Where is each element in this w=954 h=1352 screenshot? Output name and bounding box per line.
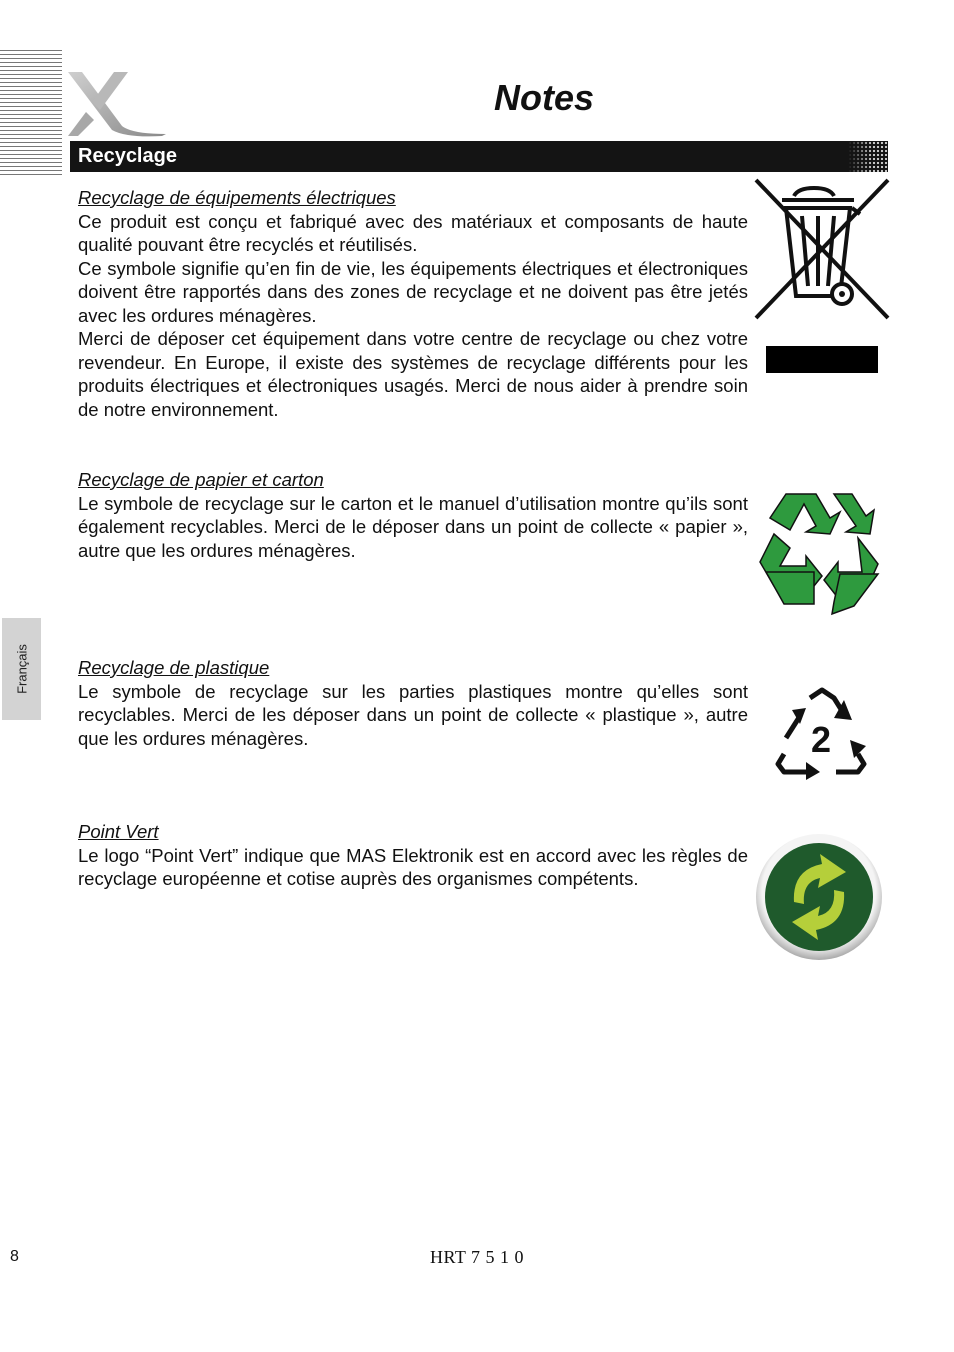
section-paragraph: Le logo “Point Vert” indique que MAS Elektronik est en accord avec les règles de recyclage européenne et cotise auprès des organismes compétents. <box>78 844 748 889</box>
section-heading: Recyclage de équipements électriques <box>78 187 396 208</box>
section-electrical <box>78 186 748 421</box>
section-point-vert <box>78 820 748 891</box>
bar-dot-pattern <box>848 141 888 172</box>
section-paragraph: Le symbole de recyclage sur le carton et le manuel d’utilisation montre qu’ils sont également recyclables. Merci de le déposer dans un point de collecte « papier », autre que les ordures ménagères. <box>78 492 748 561</box>
language-tab <box>2 618 41 720</box>
plastic-code-number: 2 <box>810 719 832 760</box>
section-plastic <box>78 656 748 750</box>
section-title: Recyclage <box>78 145 177 167</box>
page-number: 8 <box>10 1248 19 1265</box>
plastic-recycle-icon <box>770 684 872 780</box>
recycle-arrows-icon <box>754 490 886 620</box>
section-heading: Point Vert <box>78 821 159 842</box>
section-paragraph: Merci de déposer cet équipement dans votre centre de recyclage ou chez votre revendeur. En Europe, il existe des systèmes de recyclage différents pour les produits électriques et électroniques usagés. Merci de nous aider à prendre soin de notre environnement. <box>78 328 748 420</box>
footer-model: HRT 7 5 1 0 <box>429 1247 525 1267</box>
section-heading: Recyclage de papier et carton <box>78 469 324 490</box>
language-label: Français <box>14 644 29 694</box>
section-paper <box>78 468 748 562</box>
section-paragraph: Ce produit est conçu et fabriqué avec des matériaux et composants de haute qualité pouvant être recyclés et réutilisés. <box>78 210 748 255</box>
green-dot-icon <box>754 832 884 962</box>
section-header-bar <box>70 141 888 172</box>
crossed-out-bin-icon <box>754 178 890 320</box>
bin-underline-bar <box>766 346 878 373</box>
section-paragraph: Ce symbole signifie qu’en fin de vie, les équipements électriques et électroniques doivent être rapportés dans des zones de recyclage et ne doivent pas être jetés avec les ordures ménagères. <box>78 257 748 326</box>
section-heading: Recyclage de plastique <box>78 657 270 678</box>
page-title: Notes <box>493 77 595 118</box>
section-paragraph: Le symbole de recyclage sur les parties plastiques montre qu’elles sont recyclables. Merci de les déposer dans un point de collecte « plastique », autre que les ordures ménagères. <box>78 680 748 749</box>
